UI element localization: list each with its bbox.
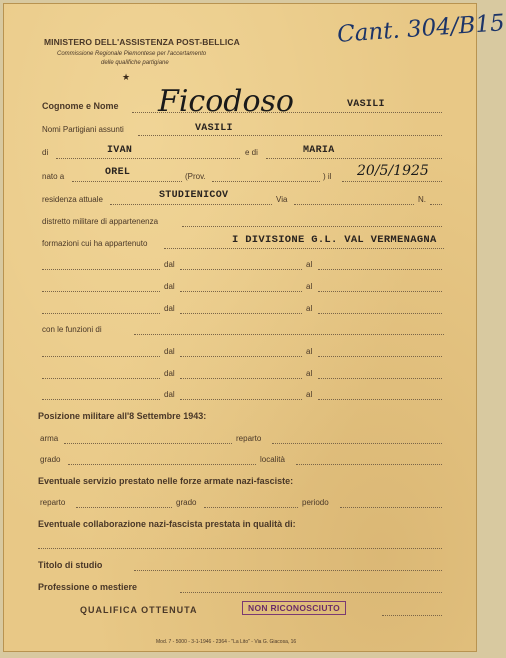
dal-label: dal	[164, 304, 175, 313]
localita-line	[296, 464, 442, 465]
dal-label: dal	[164, 282, 175, 291]
function-row-3-line	[42, 399, 160, 400]
al-label: al	[306, 304, 313, 313]
date-value: 20/5/1925	[357, 163, 429, 179]
grado-label: grado	[40, 455, 61, 464]
n-label: N.	[418, 195, 426, 204]
qualification-line	[382, 615, 442, 616]
functions-line	[134, 334, 444, 335]
surname-line	[132, 112, 442, 113]
periodo-line	[340, 507, 442, 508]
print-footer: Mod. 7 - 5000 - 3-1-1946 - 2364 - "La Lito" - Via G. Giacosa, 16	[156, 639, 297, 645]
dal-label: dal	[164, 260, 175, 269]
residence-line	[110, 204, 272, 205]
father-value: IVAN	[107, 145, 133, 156]
partisan-names-label: Nomi Partigiani assunti	[42, 125, 124, 134]
dal-label: dal	[164, 390, 175, 399]
profession-line	[180, 592, 442, 593]
service-heading: Eventuale servizio prestato nelle forze armate nazi-fasciste:	[38, 476, 294, 486]
al-line	[318, 378, 442, 379]
functions-label: con le funzioni di	[42, 325, 102, 334]
education-label: Titolo di studio	[38, 560, 103, 570]
formations-label: formazioni cui ha appartenuto	[42, 239, 148, 248]
dal-line	[180, 291, 302, 292]
arma-line	[64, 443, 232, 444]
via-label: Via	[276, 195, 288, 204]
surname-label: Cognome e Nome	[42, 101, 119, 111]
residence-value: STUDIENICOV	[159, 190, 229, 201]
district-label: distretto militare di appartenenza	[42, 217, 159, 226]
partisan-names-value: VASILI	[195, 123, 233, 134]
dal-line	[180, 356, 302, 357]
born-label: nato a	[42, 172, 65, 181]
formations-value: I DIVISIONE G.L. VAL VERMENAGNA	[232, 234, 437, 246]
dal-label: dal	[164, 347, 175, 356]
al-label: al	[306, 390, 313, 399]
mother-line	[266, 158, 442, 159]
service-reparto-label: reparto	[40, 498, 66, 507]
first-name-value: VASILI	[347, 99, 385, 110]
not-recognized-stamp: NON RICONOSCIUTO	[242, 601, 346, 615]
al-label: al	[306, 369, 313, 378]
prov-line	[212, 181, 320, 182]
commission-line-1: Commissione Regionale Piemontese per l'accertamento	[57, 51, 207, 57]
partisan-record-card	[3, 3, 506, 652]
al-line	[318, 291, 442, 292]
profession-label: Professione o mestiere	[38, 582, 138, 592]
commission-line-2: delle qualifiche partigiane	[101, 60, 169, 66]
military-reparto-label: reparto	[236, 434, 262, 443]
prov-label: (Prov.	[185, 172, 206, 181]
date-line	[342, 181, 442, 182]
service-reparto-line	[76, 507, 172, 508]
localita-label: località	[260, 455, 285, 464]
formations-line	[164, 248, 444, 249]
formation-row-1-line	[42, 269, 160, 270]
service-grado-label: grado	[176, 498, 197, 507]
surname-value: Ficodoso	[158, 84, 294, 119]
al-line	[318, 356, 442, 357]
formation-row-3-line	[42, 313, 160, 314]
archive-annotation: Cant. 304/B15	[336, 10, 506, 48]
n-line	[430, 204, 442, 205]
al-label: al	[306, 260, 313, 269]
al-line	[318, 269, 442, 270]
arma-label: arma	[40, 434, 59, 443]
collaboration-line	[38, 548, 442, 549]
district-line	[182, 226, 442, 227]
function-row-1-line	[42, 356, 160, 357]
qualification-label: QUALIFICA OTTENUTA	[80, 605, 198, 615]
dal-line	[180, 399, 302, 400]
collaboration-heading: Eventuale collaborazione nazi-fascista prestata in qualità di:	[38, 519, 296, 529]
military-heading: Posizione militare all'8 Settembre 1943:	[38, 411, 207, 421]
ministry-title: MINISTERO DELL'ASSISTENZA POST-BELLICA	[44, 37, 240, 47]
military-reparto-line	[272, 443, 442, 444]
periodo-label: periodo	[302, 498, 329, 507]
dal-line	[180, 378, 302, 379]
al-line	[318, 399, 442, 400]
father-line	[56, 158, 240, 159]
date-label: ) il	[323, 172, 332, 181]
education-line	[134, 570, 442, 571]
al-label: al	[306, 347, 313, 356]
function-row-2-line	[42, 378, 160, 379]
dal-line	[180, 313, 302, 314]
born-line	[72, 181, 182, 182]
mother-value: MARIA	[303, 145, 335, 156]
grado-line	[68, 464, 256, 465]
partisan-names-line	[138, 135, 442, 136]
via-line	[294, 204, 414, 205]
formation-row-2-line	[42, 291, 160, 292]
mother-label: e di	[245, 148, 258, 157]
service-grado-line	[204, 507, 298, 508]
al-line	[318, 313, 442, 314]
al-label: al	[306, 282, 313, 291]
dal-label: dal	[164, 369, 175, 378]
dal-line	[180, 269, 302, 270]
father-label: di	[42, 148, 49, 157]
born-value: OREL	[105, 167, 131, 178]
star-icon: ★	[122, 72, 131, 82]
residence-label: residenza attuale	[42, 195, 103, 204]
